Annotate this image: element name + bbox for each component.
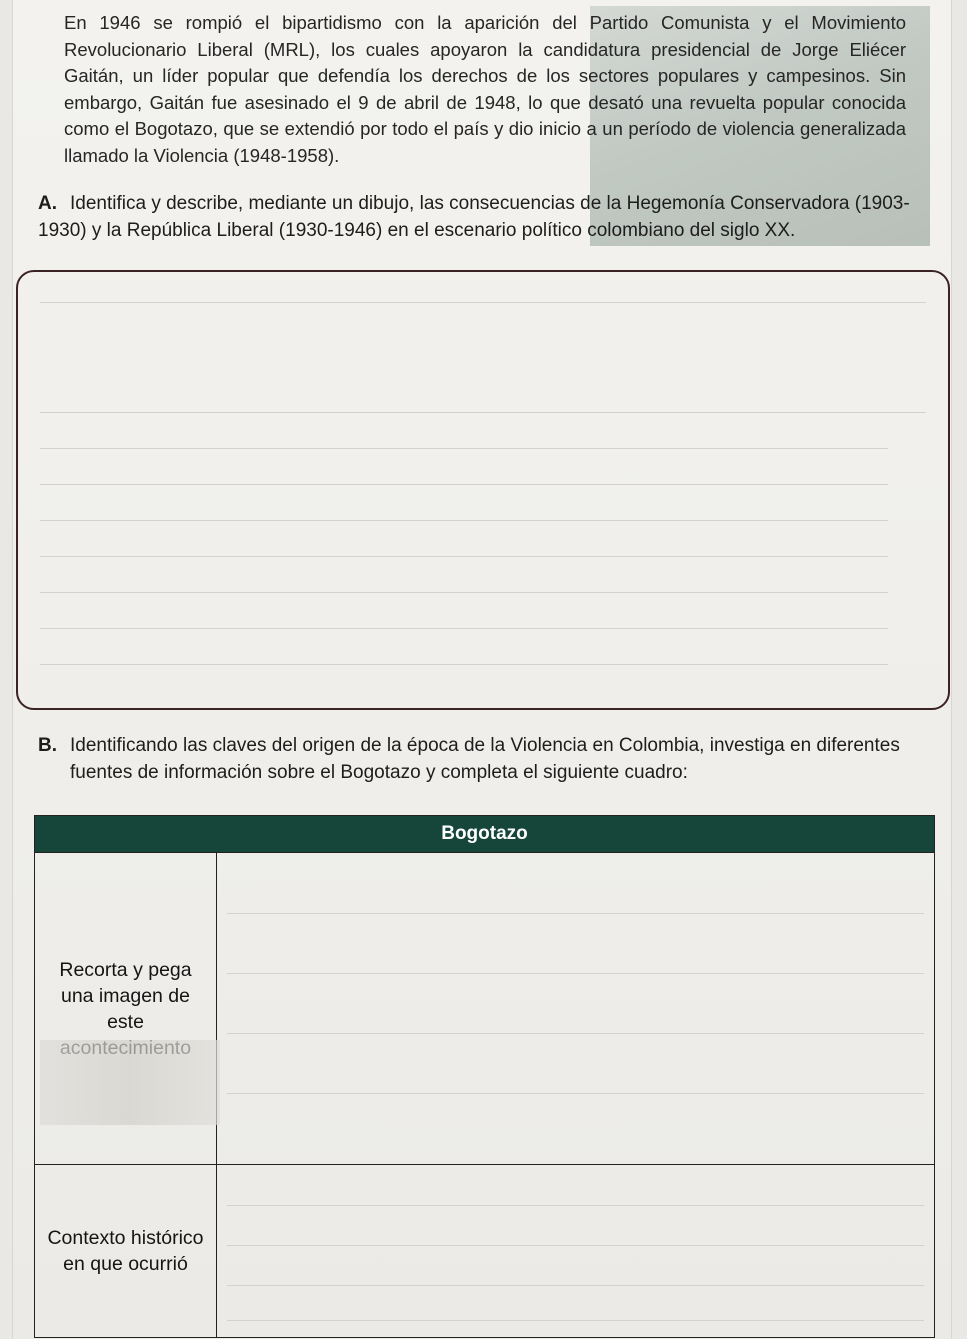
bleed-through-line <box>40 302 926 303</box>
activity-b <box>38 732 938 786</box>
faded-photo-bleed <box>40 1040 220 1125</box>
drawing-answer-box[interactable] <box>16 270 950 710</box>
activity-b-text: Identificando las claves del origen de la época de la Violencia en Colombia, investiga en diferentes fuentes de información sobre el Bogotazo y completa el siguiente cuadro: <box>70 735 900 783</box>
bleed-through-line <box>227 913 924 914</box>
bleed-through-line <box>40 412 926 413</box>
bleed-through-line <box>227 973 924 974</box>
activity-b-marker: B. <box>38 735 57 756</box>
bleed-through-line <box>40 628 888 629</box>
bleed-through-line <box>227 1033 924 1034</box>
bleed-through-line <box>40 592 888 593</box>
image-paste-area[interactable] <box>217 853 935 1165</box>
context-answer-area[interactable] <box>217 1165 935 1338</box>
bleed-through-line <box>40 448 888 449</box>
bleed-through-line <box>227 1320 924 1321</box>
bleed-through-line <box>40 484 888 485</box>
bleed-through-line <box>40 556 888 557</box>
bogotazo-table-wrapper <box>34 815 934 1338</box>
activity-a <box>38 190 930 244</box>
table-row <box>35 1165 935 1338</box>
bleed-through-line <box>40 664 888 665</box>
bleed-through-line <box>227 1285 924 1286</box>
intro-paragraph: En 1946 se rompió el bipartidismo con la aparición del Partido Comunista y el Movimiento Revolucionario Liberal (MRL), los cuales apoyaron la candidatura presidencial de Jorge Eliécer Gaitán, un líder popular que defendía los derechos de los sectores populares y campesinos. Sin embargo, Gaitán fue asesinado el 9 de abril de 1948, lo que desató una revuelta popular conocida como el Bogotazo, que se extendió por todo el país y dio inicio a un período de violencia generalizada llamado la Violencia (1948-1958). <box>64 12 906 166</box>
image-row-label: Recorta y pega una imagen de este <box>35 853 217 1165</box>
table-title: Bogotazo <box>35 816 935 853</box>
bleed-through-line <box>227 1093 924 1094</box>
activity-a-marker: A. <box>38 193 57 214</box>
context-row-label: Contexto histórico en que ocurrió <box>35 1165 217 1338</box>
activity-a-text: Identifica y describe, mediante un dibujo, las consecuencias de la Hegemonía Conservadora (1903-1930) y la República Liberal (1930-1946) en el escenario político colombiano del siglo XX. <box>38 193 910 241</box>
bleed-through-line <box>40 520 888 521</box>
bleed-through-line <box>227 1245 924 1246</box>
bleed-through-line <box>227 1205 924 1206</box>
